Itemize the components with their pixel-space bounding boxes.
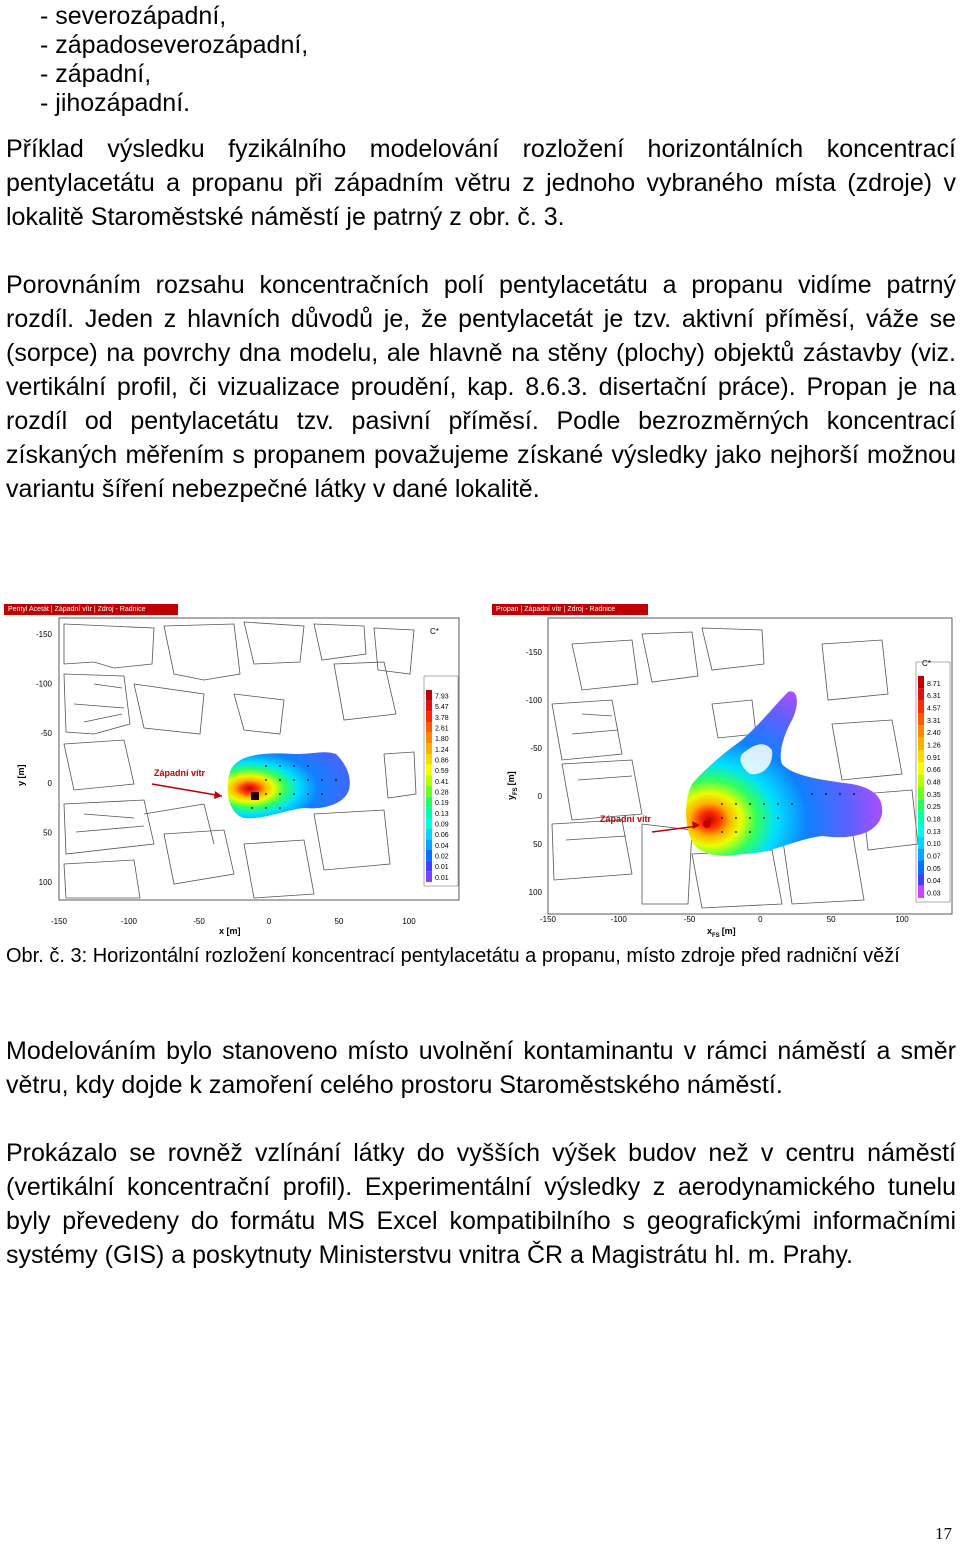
list-item: - jihozápadní.: [40, 89, 191, 117]
wind-label: Západní vítr: [154, 768, 206, 778]
colorbar-swatch: [426, 807, 432, 818]
colorbar-value: 1.26: [927, 742, 941, 750]
y-tick-label: 50: [533, 840, 542, 849]
colorbar-swatch: [426, 829, 432, 840]
paragraph-example: Příklad výsledku fyzikálního modelování rozložení horizontálních koncentrací pentylacetátu a propanu při západním větru z jednoho vybraného místa (zdroje) v lokalitě Staroměstské náměstí je patrný z obr. č. 3.: [6, 135, 956, 231]
colorbar-value: 0.91: [927, 754, 941, 762]
x-tick-label: 100: [402, 917, 416, 926]
y-tick-label: 100: [528, 888, 542, 897]
colorbar-swatch: [426, 861, 432, 872]
x-axis-label: x [m]: [219, 926, 241, 936]
colorbar-swatch: [426, 850, 432, 861]
colorbar-swatch: [426, 797, 432, 808]
colorbar-value: 0.01: [435, 864, 449, 872]
figure-title-bar: Propan | Západní vítr | Zdroj - Radnice: [492, 604, 648, 615]
colorbar-value: 0.19: [435, 800, 449, 808]
pentyl-acetate-map: [4, 604, 466, 940]
y-tick-label: -100: [525, 696, 542, 705]
colorbar-swatch: [426, 701, 432, 712]
wind-direction-list: [40, 2, 308, 118]
colorbar-value: 0.06: [435, 832, 449, 840]
colorbar-swatch: [426, 839, 432, 850]
colorbar-swatch: [426, 818, 432, 829]
colorbar-value: 0.13: [435, 810, 449, 818]
colorbar-value: 0.41: [435, 778, 449, 786]
colorbar-swatch: [918, 836, 924, 848]
colorbar-value: 0.13: [927, 828, 941, 836]
colorbar-swatch: [918, 824, 924, 836]
colorbar-value: 0.09: [435, 821, 449, 829]
y-tick-label: -100: [35, 679, 52, 689]
colorbar-value: 6.31: [927, 693, 941, 701]
x-tick-label: -150: [50, 917, 68, 926]
x-tick-label: -100: [120, 917, 138, 926]
x-tick-label: -50: [193, 917, 205, 926]
wind-label: Západní vítr: [600, 814, 652, 824]
x-tick-label: 50: [826, 915, 836, 924]
colorbar-swatch: [426, 765, 432, 776]
colorbar-swatch: [918, 750, 924, 762]
colorbar-swatch: [918, 787, 924, 799]
colorbar-swatch: [918, 701, 924, 713]
figure-title-bar: Pentyl Acetát | Západní vítr | Zdroj - Radnice: [4, 604, 178, 615]
x-tick-label: -150: [539, 915, 557, 924]
colorbar-swatch: [918, 713, 924, 725]
colorbar-value: 2.61: [435, 725, 449, 733]
list-item: - severozápadní,: [40, 2, 227, 30]
colorbar-value: 4.57: [927, 705, 941, 713]
colorbar-swatch: [426, 743, 432, 754]
colorbar-swatch: [918, 799, 924, 811]
list-item: - západoseverozápadní,: [40, 31, 309, 59]
paragraph-comparison: Porovnáním rozsahu koncentračních polí pentylacetátu a propanu vidíme patrný rozdíl. Jeden z hlavních důvodů je, že pentylacetát je tzv. aktivní příměsí, váže se (sorpce) na povrchy dna modelu, ale hlavně na stěny (plochy) objektů zástavby (viz. vertikální profil, či vizualizace proudění, kap. 8.6.3. disertační práce). Propan je na rozdíl od pentylacetátu tzv. pasivní příměsí. Podle bezrozměrných koncentrací získaných měřením s propanem považujeme získané výsledky jako nejhorší možnou variantu šíření nebezpečné látky v dané lokalitě.: [6, 271, 956, 503]
colorbar-value: 1.80: [435, 736, 449, 744]
figure-pentyl-acetate: [4, 604, 466, 940]
colorbar-value: 0.01: [435, 874, 449, 882]
colorbar-value: 3.31: [927, 717, 941, 725]
x-tick-label: -50: [683, 915, 696, 924]
colorbar-value: 0.18: [927, 816, 941, 824]
page-number: 17: [935, 1524, 952, 1543]
colorbar-swatch: [918, 861, 924, 873]
colorbar-value: 0.07: [927, 853, 941, 861]
y-tick-label: -150: [525, 648, 542, 657]
figure-propane: [492, 604, 958, 940]
colorbar-swatch: [918, 725, 924, 737]
y-axis-label: y [m]: [16, 764, 26, 786]
colorbar-value: 0.02: [435, 853, 449, 861]
colorbar-swatch: [918, 762, 924, 774]
figure-caption: Obr. č. 3: Horizontální rozložení koncentrací pentylacetátu a propanu, místo zdroje před radniční věží: [6, 945, 900, 967]
colorbar-value: 0.59: [435, 768, 449, 776]
colorbar-swatch: [426, 690, 432, 701]
colorbar-value: 0.05: [927, 865, 941, 873]
colorbar-value: 0.04: [435, 842, 449, 850]
x-tick-label: 0: [266, 917, 272, 926]
x-tick-label: -100: [610, 915, 627, 924]
colorbar-swatch: [426, 754, 432, 765]
colorbar-value: 0.10: [927, 841, 941, 849]
colorbar-value: 5.47: [435, 704, 449, 712]
colorbar-swatch: [426, 711, 432, 722]
colorbar-swatch: [918, 738, 924, 750]
y-tick-label: 0: [537, 792, 542, 801]
propane-map: [492, 604, 958, 940]
source-marker: [703, 820, 711, 828]
x-tick-label: 0: [758, 915, 763, 924]
colorbar-value: 0.28: [435, 789, 449, 797]
colorbar-value: 0.35: [927, 791, 941, 799]
y-tick-label: -50: [40, 729, 52, 739]
colorbar-value: 8.71: [927, 680, 941, 688]
source-marker: [251, 792, 259, 800]
x-axis-label: $x_{FS}$ [m]: [707, 926, 736, 939]
colorbar-swatch: [918, 676, 924, 688]
colorbar-title: C*: [430, 627, 439, 636]
x-tick-label: 100: [895, 915, 909, 924]
colorbar-swatch: [426, 722, 432, 733]
colorbar-swatch: [426, 871, 432, 882]
colorbar-swatch: [918, 812, 924, 824]
colorbar-value: 0.03: [927, 890, 941, 898]
y-tick-label: 100: [38, 878, 52, 887]
colorbar-swatch: [918, 873, 924, 885]
colorbar-swatch: [918, 849, 924, 861]
y-tick-label: -50: [530, 744, 542, 753]
colorbar-value: 7.93: [435, 693, 449, 701]
colorbar-swatch: [918, 775, 924, 787]
colorbar-swatch: [918, 886, 924, 898]
colorbar-swatch: [426, 733, 432, 744]
colorbar-swatch: [918, 688, 924, 700]
colorbar-swatch: [426, 786, 432, 797]
y-tick-label: 50: [43, 828, 52, 838]
colorbar-value: 0.66: [927, 767, 941, 775]
x-tick-label: 50: [334, 917, 344, 926]
y-tick-label: 0: [47, 778, 52, 788]
colorbar-value: 1.24: [435, 746, 449, 754]
colorbar-value: 0.86: [435, 757, 449, 765]
colorbar-value: 3.78: [435, 714, 449, 722]
colorbar-value: 0.48: [927, 779, 941, 787]
y-axis-label: $y_{FS}[m]$: [506, 771, 519, 800]
colorbar-value: 2.40: [927, 730, 941, 738]
y-tick-label: -150: [35, 630, 52, 639]
paragraph-results: Prokázalo se rovněž vzlínání látky do vyšších výšek budov než v centru náměstí (vertikální koncentrační profil). Experimentální výsledky z aerodynamického tunelu byly převedeny do formátu MS Excel kompatibilního s geografickými informačními systémy (GIS) a poskytnuty Ministerstvu vnitra ČR a Magistrátu hl. m. Prahy.: [6, 1139, 956, 1269]
paragraph-modeling: Modelováním bylo stanoveno místo uvolnění kontaminantu v rámci náměstí a směr větru, kdy dojde k zamoření celého prostoru Staroměstského náměstí.: [6, 1037, 956, 1099]
colorbar-title: C*: [922, 659, 931, 668]
colorbar-swatch: [426, 775, 432, 786]
colorbar-value: 0.25: [927, 804, 941, 812]
colorbar-value: 0.04: [927, 878, 941, 886]
list-item: - západní,: [40, 60, 152, 88]
